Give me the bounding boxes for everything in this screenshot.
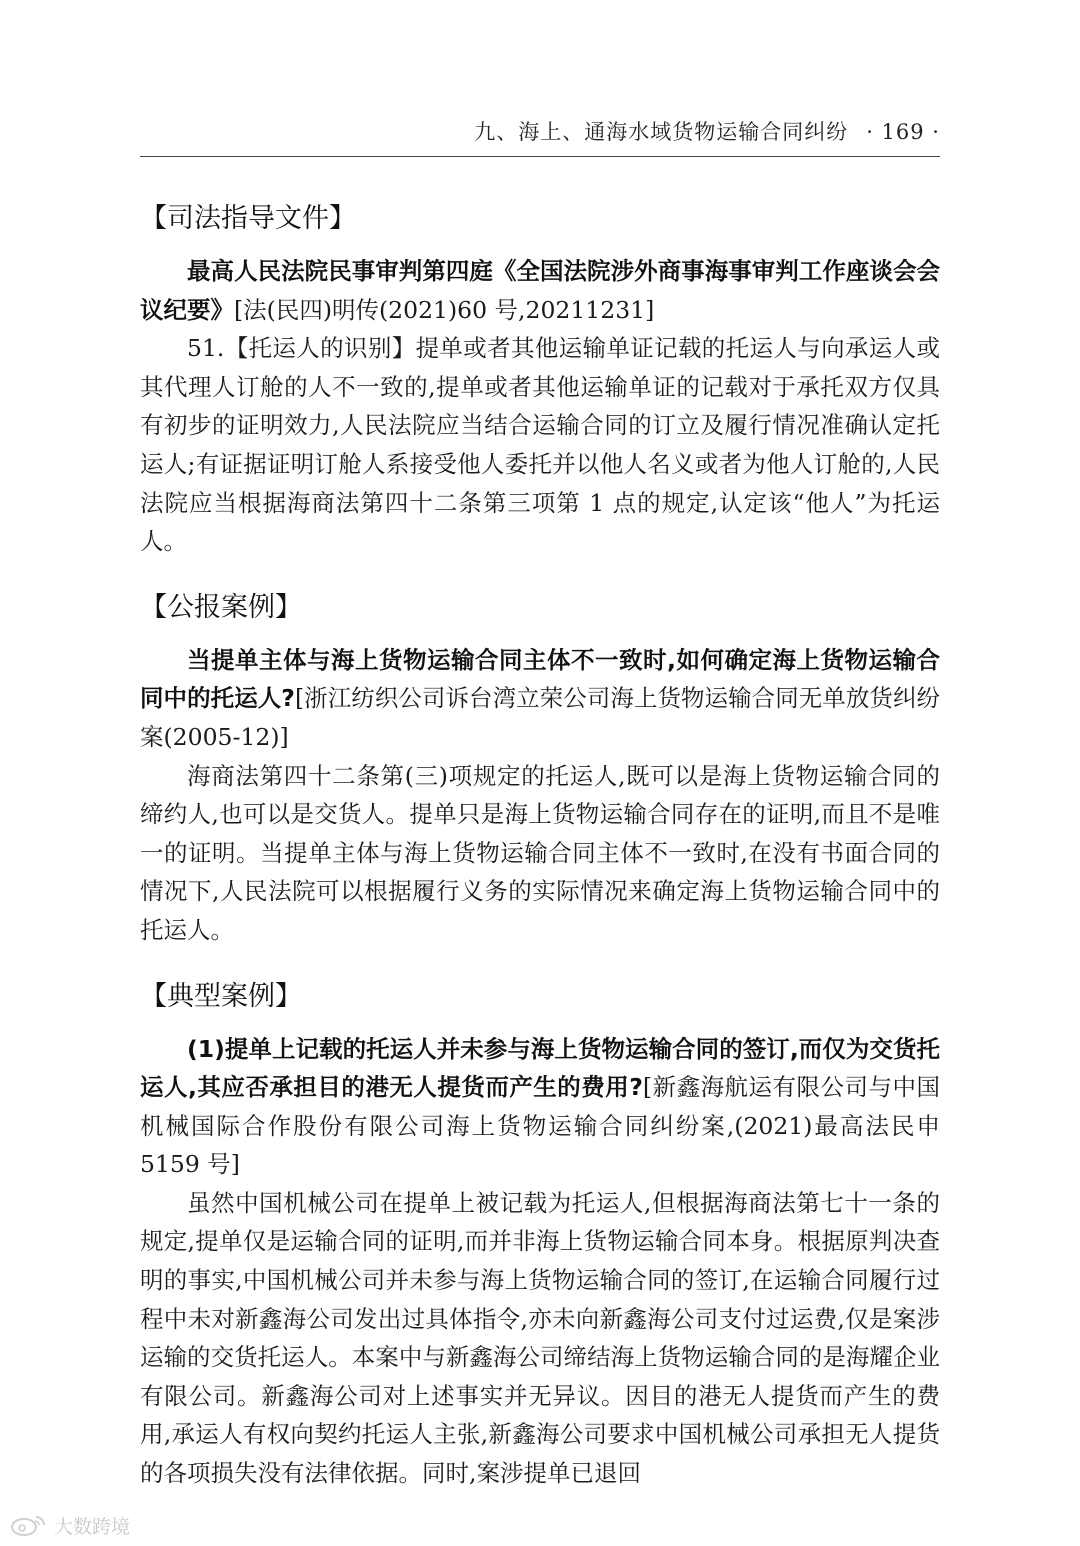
judicial-source-ref: [法(民四)明传(2021)60 号,20211231] (234, 295, 655, 324)
article-heading: 【托运人的识别】 (224, 334, 416, 363)
section-title-gazette: 【公报案例】 (140, 591, 302, 623)
header-rule (140, 156, 940, 157)
gazette-case-ref: [浙江纺织公司诉台湾立荣公司海上货物运输合同无单放货纠纷案(2005-12)] (140, 684, 941, 751)
weibo-logo-icon (8, 1513, 48, 1537)
book-page (140, 0, 940, 1546)
section-title-judicial: 【司法指导文件】 (140, 203, 356, 234)
gazette-question (140, 641, 940, 757)
typical-case-ref: [新鑫海航运有限公司与中国机械国际合作股份有限公司海上货物运输合同纠纷案,(2021)最高法民申 5159 号] (140, 1073, 941, 1179)
typical-body: 虽然中国机械公司在提单上被记载为托运人,但根据海商法第七十一条的规定,提单仅是运输合同的证明,而并非海上货物运输合同本身。根据原判决查明的事实,中国机械公司并未参与海上货物运输合同的签订,在运输合同履行过程中未对新鑫海公司发出过具体指令,亦未向新鑫海公司支付过运费,仅是案涉运输的交货托运人。本案中与新鑫海公司缔结海上货物运输合同的是海耀企业有限公司。新鑫海公司对上述事实并无异议。因目的港无人提货而产生的费用,承运人有权向契约托运人主张,新鑫海公司要求中国机械公司承担无人提货的各项损失没有法律依据。同时,案涉提单已退回 (140, 1188, 940, 1488)
page-number: · 169 · (866, 120, 940, 144)
page-content (140, 192, 940, 1493)
judicial-article (140, 329, 940, 561)
article-text: 提单或者其他运输单证记载的托运人与向承运人或其代理人订舱的人不一致的,提单或者其他运输单证的记载对于承托双方仅具有初步的证明效力,人民法院应当结合运输合同的订立及履行情况准确认定托运人;有证据证明订舱人系接受他人委托并以他人名义或者为他人订舱的,人民法院应当根据海商法第四十二条第三项第 1 点的规定,认定该“他人”为托运人。 (140, 334, 940, 556)
typical-question-text: (1)提单上记载的托运人并未参与海上货物运输合同的签订,而仅为交货托运人,其应否承担目的港无人提货而产生的费用? (140, 1034, 940, 1102)
gazette-body: 海商法第四十二条第(三)项规定的托运人,既可以是海上货物运输合同的缔约人,也可以是交货人。提单只是海上货物运输合同存在的证明,而且不是唯一的证明。当提单主体与海上货物运输合同主体不一致时,在没有书面合同的情况下,人民法院可以根据履行义务的实际情况来确定海上货物运输合同中的托运人。 (140, 761, 940, 944)
gazette-question-text: 当提单主体与海上货物运输合同主体不一致时,如何确定海上货物运输合同中的托运人? (140, 645, 940, 713)
watermark (8, 1510, 158, 1540)
article-number: 51. (187, 334, 225, 363)
typical-question (140, 1030, 940, 1184)
judicial-source-title: 最高人民法院民事审判第四庭《全国法院涉外商事海事审判工作座谈会会议纪要》 (140, 257, 940, 324)
chapter-title: 九、海上、通海水域货物运输合同纠纷 (474, 120, 849, 144)
section-title-typical: 【典型案例】 (140, 980, 302, 1012)
judicial-source (140, 252, 940, 329)
running-head (474, 116, 940, 146)
watermark-text: 大数跨境 (54, 1515, 131, 1538)
